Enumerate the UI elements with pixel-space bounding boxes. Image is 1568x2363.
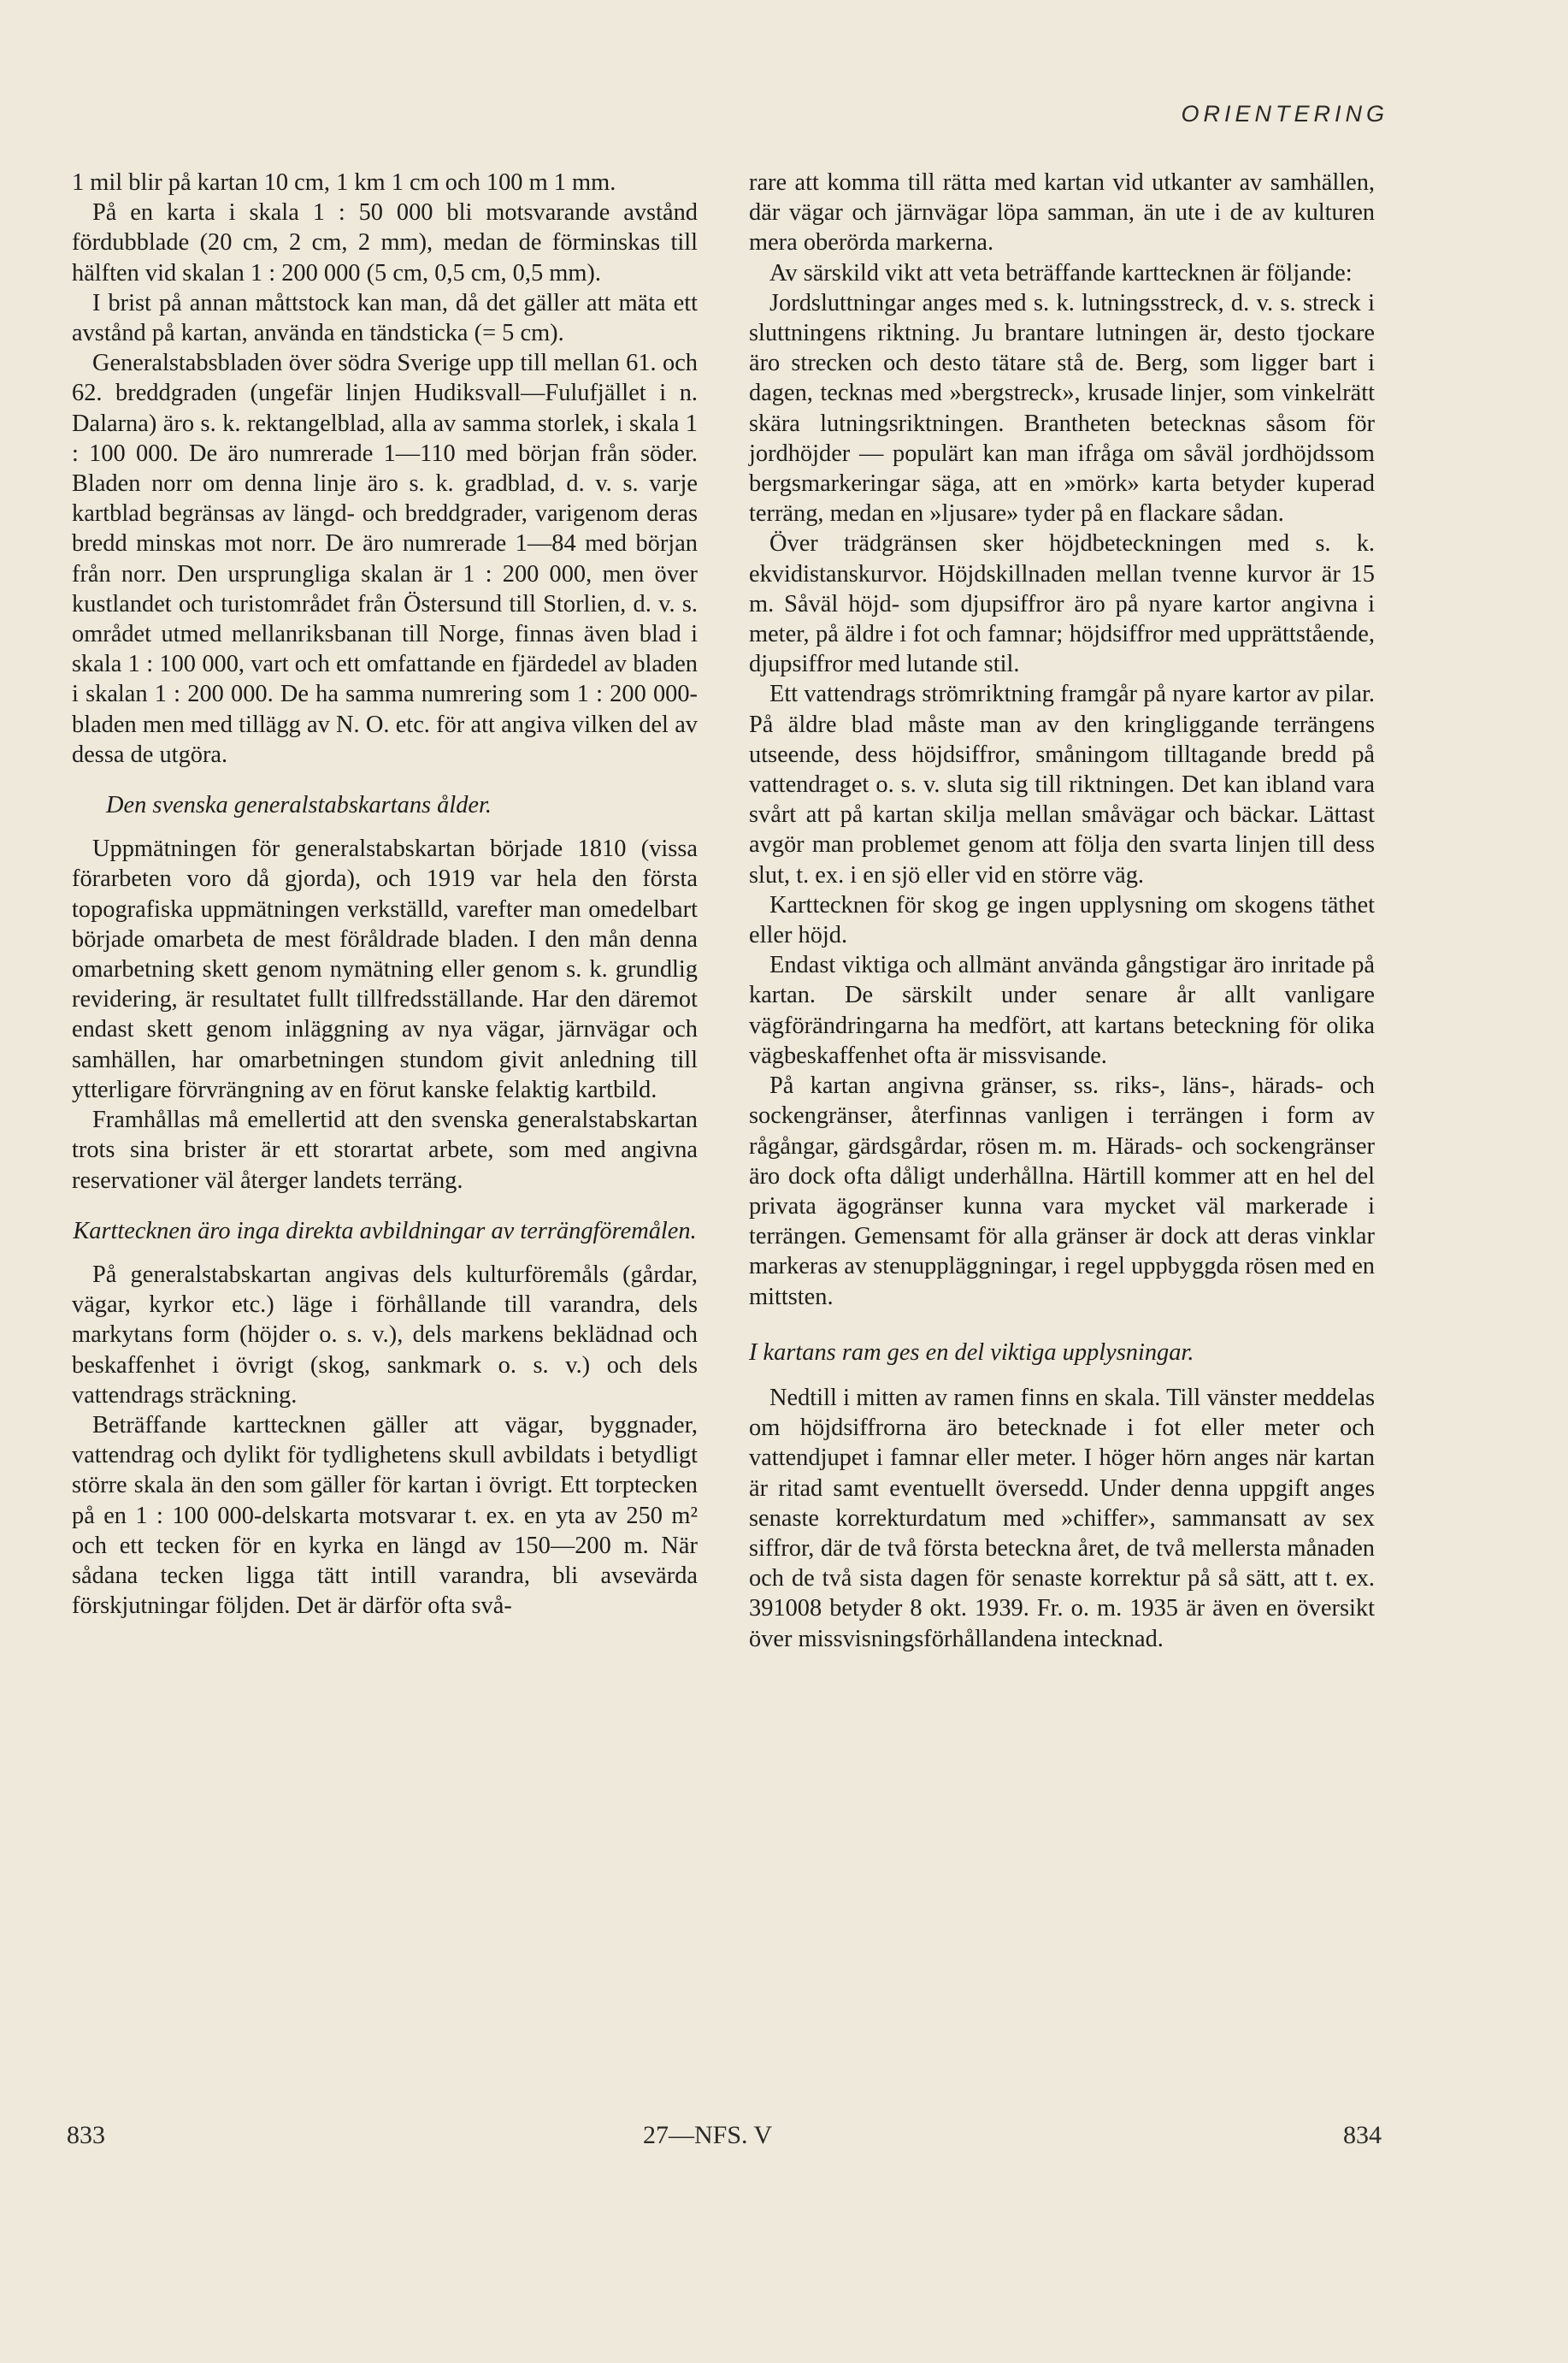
signature-mark: 27—NFS. V xyxy=(643,2121,773,2149)
paragraph: Framhållas må emellertid att den svenska generalstabskartan trots sina brister är ett storartat arbete, som med angivna reservationer väl återger landets terräng. xyxy=(72,1107,698,1194)
paragraph: På kartan angivna gränser, ss. riks-, läns-, härads- och sockengränser, återfinnas vanligen i terrängen i form av rågångar, gärdsgårdar, rösen m. m. Härads- och sockengränser äro dock ofta dåligt underhållna. Härtill kommer att en hel del privata ägogränser kunna vara mycket väl markerade i terrängen. Gemensamt för alla gränser är dock att deras vinklar markeras av stenuppläggningar, i regel uppbyggda rösen med en mittsten. xyxy=(749,1072,1375,1310)
paragraph: Beträffande karttecknen gäller att vägar, byggnader, vattendrag och dylikt för tydlighetens skull avbildats i betydligt större skala än den som gäller för kartan i övrigt. Ett torptecken på en 1 : 100 000-delskarta motsvarar t. ex. en yta av 250 m² och ett tecken för en kyrka en längd av 150—200 m. När sådana tecken ligga tätt intill varandra, bli avsevärda förskjutningar följden. Det är därför ofta svå- xyxy=(72,1411,698,1620)
paragraph: 1 mil blir på kartan 10 cm, 1 km 1 cm och 100 m 1 mm. xyxy=(72,169,616,196)
paragraph: Uppmätningen för generalstabskartan började 1810 (vissa förarbeten voro då gjorda), och 1919 var hela den första topografiska uppmätningen verkställd, varefter man omedelbart började omarbeta de mest föråldrade bladen. I den mån denna omarbetning skett genom nymätning eller genom s. k. grundlig revidering, är resultatet fullt tillfredsställande. Har den däremot endast skett genom inläggning av nya vägar, järnvägar och samhällen, har omarbetningen stundom givit anledning till ytterligare förvrängning av en förut kanske felaktig kartbild. xyxy=(72,836,698,1103)
paragraph: Endast viktiga och allmänt använda gångstigar äro inritade på kartan. De särskilt under senare år allt vanligare vägförändringarna ha medfört, att kartans beteckning för olika vägbeskaffenhet ofta är missvisande. xyxy=(749,952,1375,1069)
paragraph: Av särskild vikt att veta beträffande karttecknen är följande: xyxy=(769,259,1353,287)
section-heading: I kartans ram ges en del viktiga upplysningar. xyxy=(749,1338,1194,1366)
paragraph: Nedtill i mitten av ramen finns en skala. Till vänster meddelas om höjdsiffrorna äro betecknade i fot eller meter och vattendjupet i famnar eller meter. I höger hörn anges när kartan är ritad samt eventuellt översedd. Under denna uppgift anges senaste korrekturdatum med »chiffer», sammansatt av sex siffror, där de två första beteckna året, de två mellersta månaden och de två sista dagen för senaste korrektur på så sätt, att t. ex. 391008 betyder 8 okt. 1939. Fr. o. m. 1935 är även en översikt över missvisningsförhållandena intecknad. xyxy=(749,1384,1375,1652)
left-column xyxy=(72,168,698,1621)
paragraph: Över trädgränsen sker höjdbeteckningen med s. k. ekvidistanskurvor. Höjdskillnaden mellan tvenne kurvor är 15 m. Såväl höjd- som djupsiffror äro på nyare kartor angivna i meter, på äldre i fot och famnar; höjdsiffror med upprättstående, djupsiffror med lutande stil. xyxy=(749,530,1375,678)
paragraph: På generalstabskartan angivas dels kulturföremåls (gårdar, vägar, kyrkor etc.) läge i förhållande till varandra, dels markytans form (höjder o. s. v.), dels markens beklädnad och beskaffenhet i övrigt (skog, sankmark o. s. v.) och dels vattendrags sträckning. xyxy=(72,1261,698,1409)
section-heading: Den svenska generalstabskartans ålder. xyxy=(106,792,492,819)
paragraph: Generalstabsbladen över södra Sverige upp till mellan 61. och 62. breddgraden (ungefär linjen Hudiksvall—Fulufjället i n. Dalarna) äro s. k. rektangelblad, alla av samma storlek, i skala 1 : 100 000. De äro numrerade 1—110 med början från söder. Bladen norr om denna linje äro s. k. gradblad, d. v. s. varje kartblad begränsas av längd- och breddgrader, varigenom deras bredd minskas mot norr. De äro numrerade 1—84 med början från norr. Den ursprungliga skalan är 1 : 200 000, men över kustlandet och turistområdet från Östersund till Storlien, d. v. s. området utmed mellanriksbanan till Norge, finnas även blad i skala 1 : 100 000, vart och ett omfattande en fjärdedel av bladen i skalan 1 : 200 000. De ha samma numrering som 1 : 200 000-bladen men med tillägg av N. O. etc. för att angiva vilken del av dessa de utgöra. xyxy=(72,350,698,768)
page-number-left: 833 xyxy=(67,2121,105,2149)
right-column xyxy=(749,168,1375,1654)
section-heading: Karttecknen äro inga direkta avbildningar av terrängföremålen. xyxy=(73,1217,697,1244)
paragraph: På en karta i skala 1 : 50 000 bli motsvarande avstånd fördubblade (20 cm, 2 cm, 2 mm), medan de förminskas till hälften vid skalan 1 : 200 000 (5 cm, 0,5 cm, 0,5 mm). xyxy=(72,199,698,287)
paragraph: I brist på annan måttstock kan man, då det gäller att mäta ett avstånd på kartan, använda en tändsticka (= 5 cm). xyxy=(72,289,698,347)
page-number-right: 834 xyxy=(1343,2121,1382,2149)
paragraph: Karttecknen för skog ge ingen upplysning om skogens täthet eller höjd. xyxy=(749,891,1375,949)
paragraph: Jordsluttningar anges med s. k. lutningsstreck, d. v. s. streck i sluttningens riktning. Ju brantare lutningen är, desto tjockare äro strecken och desto tätare stå de. Berg, som ligger bart i dagen, tecknas med »bergstreck», krusade linjer, som vinkelrätt skära lutningsriktningen. Brantheten betecknas såsom för jordhöjder — populärt kan man ifråga om såväl jordhöjdssom bergsmarkeringar säga, att en »mörk» karta betyder kuperad terräng, medan en »ljusare» tyder på en flackare sådan. xyxy=(749,289,1375,528)
paragraph: Ett vattendrags strömriktning framgår på nyare kartor av pilar. På äldre blad måste man av den kringliggande terrängens utseende, dess höjdsiffror, småningom tilltagande bredd på vattendraget o. s. v. sluta sig till riktningen. Det kan ibland vara svårt att på kartan skilja mellan småvägar och bäckar. Lättast avgör man problemet genom att följa den svarta linjen till dess slut, t. ex. i en sjö eller vid en större väg. xyxy=(749,681,1375,889)
paragraph: rare att komma till rätta med kartan vid utkanter av samhällen, där vägar och järnvägar löpa samman, än ute i de av kulturen mera oberörda markerna. xyxy=(749,169,1375,257)
running-header: ORIENTERING xyxy=(1181,101,1388,127)
